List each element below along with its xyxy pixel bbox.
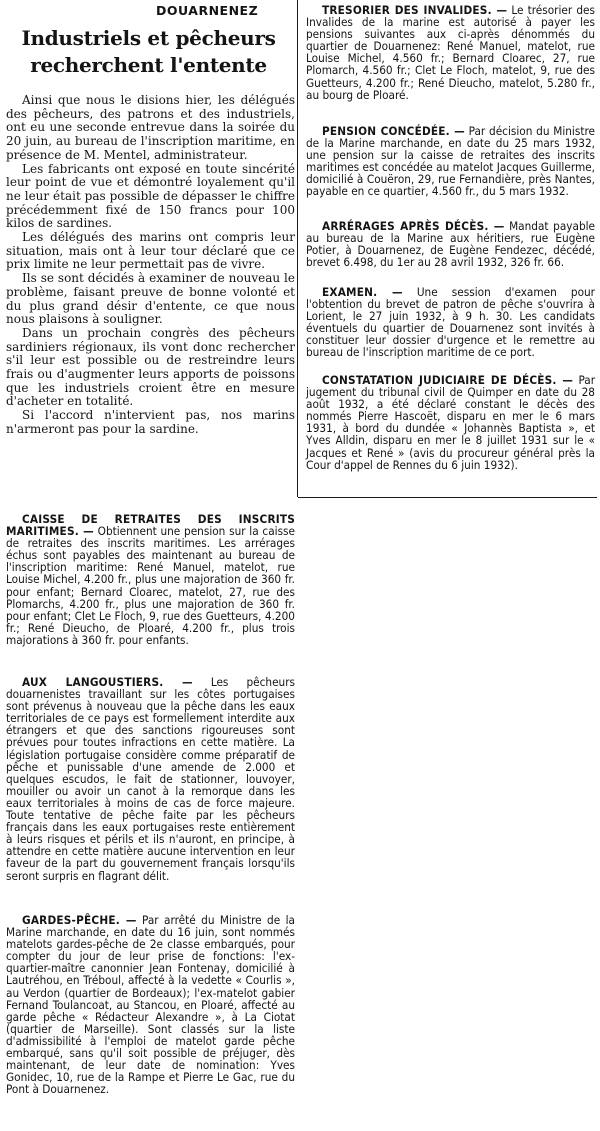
article-headline — [2, 25, 295, 79]
notice-text: Par décision du Ministre de la Marine marchande, en date du 25 mars 1932, une pension sur la caisse de retraites des inscrits maritimes est concédée au matelot Jacques Guillerme, domicilié à Couëron, 29, rue Fernandière, près Nantes, payable en ce quartier, 4.560 fr., du 5 mars 1932. — [306, 124, 595, 199]
notice-title: ARRÉRAGES APRÈS DÉCÈS. — — [322, 219, 505, 233]
headline-line-1: Industriels et pêcheurs — [21, 26, 276, 50]
headline-line-2: recherchent l'entente — [30, 53, 267, 77]
notice-text: Le trésorier des Invalides de la marine est autorisé à payer les pensions suivantes aux ci-après dénommés du quartier de Douarnenez: René Manuel, matelot, rue Louise Michel, 4.560 fr.; Bernard Cloarec, 27, rue Plomarch, 4.560 fr.; Clet Le Floch, matelot, 9, rue des Guetteurs, 4.200 fr.; René Dieucho, matelot, 5.280 fr., au bourg de Ploaré. — [306, 3, 595, 102]
notice-title: TRESORIER DES INVALIDES. — — [322, 3, 508, 17]
notice-text: Mandat payable au bureau de la Marine aux héritiers, rue Eugène Potier, à Douarnenez, de Eugène Fendezec, décédé, brevet 6.498, du 1er au 28 avril 1932, 326 fr. 66. — [306, 219, 596, 270]
notice-title: GARDES-PÊCHE. — — [22, 913, 137, 927]
notice-arrerages — [306, 220, 595, 268]
notice-text: Par arrêté du Ministre de la Marine marchande, en date du 16 juin, sont nommés matelots gardes-pêche de 2e classe embarqués, pour compter du jour de leur prise de fonctions: l'ex-quartier-maître canonnier Jean Fontenay, domicilié à Lautréhou, en Tréboul, affecté à la vedette « Courlis », au Verdon (quartier de Bordeaux); l'ex-matelot gabier Fernand Toulancoat, au Stancou, en Ploaré, affecté au garde pêche « Rédacteur Alexandre », à La Ciotat (quartier de Marseille). Sont classés sur la liste d'admissibilité à l'emploi de matelot garde pêche embarqué, sans qu'il soit possible de préjuger, dès maintenant, de leur date de nomination: Yves Gonidec, 10, rue de la Rampe et Pierre Le Gac, rue du Pont à Douarnenez. — [6, 913, 295, 1097]
column-end-rule — [298, 497, 597, 498]
article-paragraph: Ainsi que nous le disions hier, les délégués des pêcheurs, des patrons et des industriels, ont eu une seconde entrevue dans la soirée du 20 juin, au bureau de l'inscription maritime, en présence de M. Mentel, administrateur. — [6, 93, 295, 162]
article-paragraph: Les fabricants ont exposé en toute sincérité leur point de vue et démontré loyalement qu'il ne leur était pas possible de dépasser le chiffre précédemment fixé de 150 francs pour 100 kilos de sardines. — [6, 161, 295, 231]
notice-title: CONSTATATION JUDICIAIRE DE DÉCÈS. — — [322, 373, 574, 387]
notice-text: Les pêcheurs douarnenistes travaillant sur les côtes portugaises sont prévenus à nouveau que la pêche dans les eaux territoriales de ce pays est formellement interdite aux étrangers et que des sanctions rigoureuses sont prévues pour toutes infractions en cette matière. La législation portugaise considère comme préparatif de pêche et punissable d'une amende de 2.000 et quelques escudos, le fait de stationner, louvoyer, mouiller ou avoir un canot à la remorque dans les eaux territoriales à moins de cas de force majeure. Toute tentative de pêche faite par les pêcheurs français dans les eaux portugaises reste entièrement à leurs risques et périls et ils n'auront, en principe, à attendre en cette matière aucune intervention en leur faveur de la part du gouvernement français lorsqu'ils seront surpris en flagrant délit. — [6, 675, 295, 883]
left-column — [2, 0, 295, 1131]
notice-caisse-retraites — [6, 513, 295, 646]
notice-tresorier — [306, 4, 595, 101]
article-paragraph: Si l'accord n'intervient pas, nos marins n'armeront pas pour la sardine. — [6, 408, 295, 436]
notice-gardes-peche — [6, 914, 295, 1095]
notice-title: CAISSE DE RETRAITES DES INSCRITS MARITIMES. — — [6, 512, 295, 539]
column-divider — [297, 0, 298, 497]
article-paragraph: Les délégués des marins ont compris leur situation, mais ont à leur tour déclaré que ce prix limite ne leur permettait pas de vivre. — [6, 230, 295, 272]
notice-title: EXAMEN. — — [322, 285, 403, 299]
right-column — [302, 0, 597, 497]
notice-examen — [306, 286, 595, 359]
section-kicker: DOUARNENEZ — [156, 3, 259, 18]
article-body — [6, 94, 295, 437]
notice-constatation — [306, 374, 595, 471]
notice-pension — [306, 125, 595, 198]
notice-text: Une session d'examen pour l'obtention du brevet de patron de pêche s'ouvrira à Lorient, le 27 juin 1932, à 9 h. 30. Les candidats éventuels du quartier de Douarnenez sont invités à constituer leur dossier d'urgence et le remettre au bureau de l'inscription maritime de ce port. — [306, 285, 596, 360]
notice-title: PENSION CONCÉDÉE. — — [322, 124, 465, 138]
notice-title: AUX LANGOUSTIERS. — — [22, 675, 193, 689]
notice-text: Par jugement du tribunal civil de Quimper en date du 28 août 1932, a été déclaré constant le décès des nommés Pierre Hascoët, disparu en mer le 6 mars 1931, à bord du dundée « Johannès Baptista », et Yves Alldin, disparu en mer le 8 juillet 1931 sur le « Jacques et René » (avis du procureur général près la Cour d'appel de Rennes du 6 juin 1932). — [306, 373, 596, 472]
article-paragraph: Dans un prochain congrès des pêcheurs sardiniers régionaux, ils vont donc rechercher s'il leur est possible ou de restreindre leurs frais ou d'augmenter leurs apports de poissons que les industriels croient être en mesure d'acheter en totalité. — [6, 325, 295, 409]
notice-langoustiers — [6, 676, 295, 882]
notice-text: Obtiennent une pension sur la caisse de retraites des inscrits maritimes. Les arrérages échus sont payables des maintenant au bureau de l'inscription maritime: René Manuel, matelot, rue Louise Michel, 4.200 fr., plus une majoration de 360 fr. pour enfant; Bernard Cloarec, matelot, 27, rue des Plomarchs, 4.200 fr., plus une majoration de 360 fr. pour enfant; Clet Le Floch, 9, rue des Guetteurs, 4.200 fr.; René Dieucho, de Ploaré, 4.200 fr., plus trois majorations à 360 fr. pour enfants. — [6, 524, 296, 647]
article-paragraph: Ils se sont décidés à examiner de nouveau le problème, faisant preuve de bonne volonté et du plus grand désir d'entente, ce que nous nous plaisons à souligner. — [6, 271, 295, 327]
